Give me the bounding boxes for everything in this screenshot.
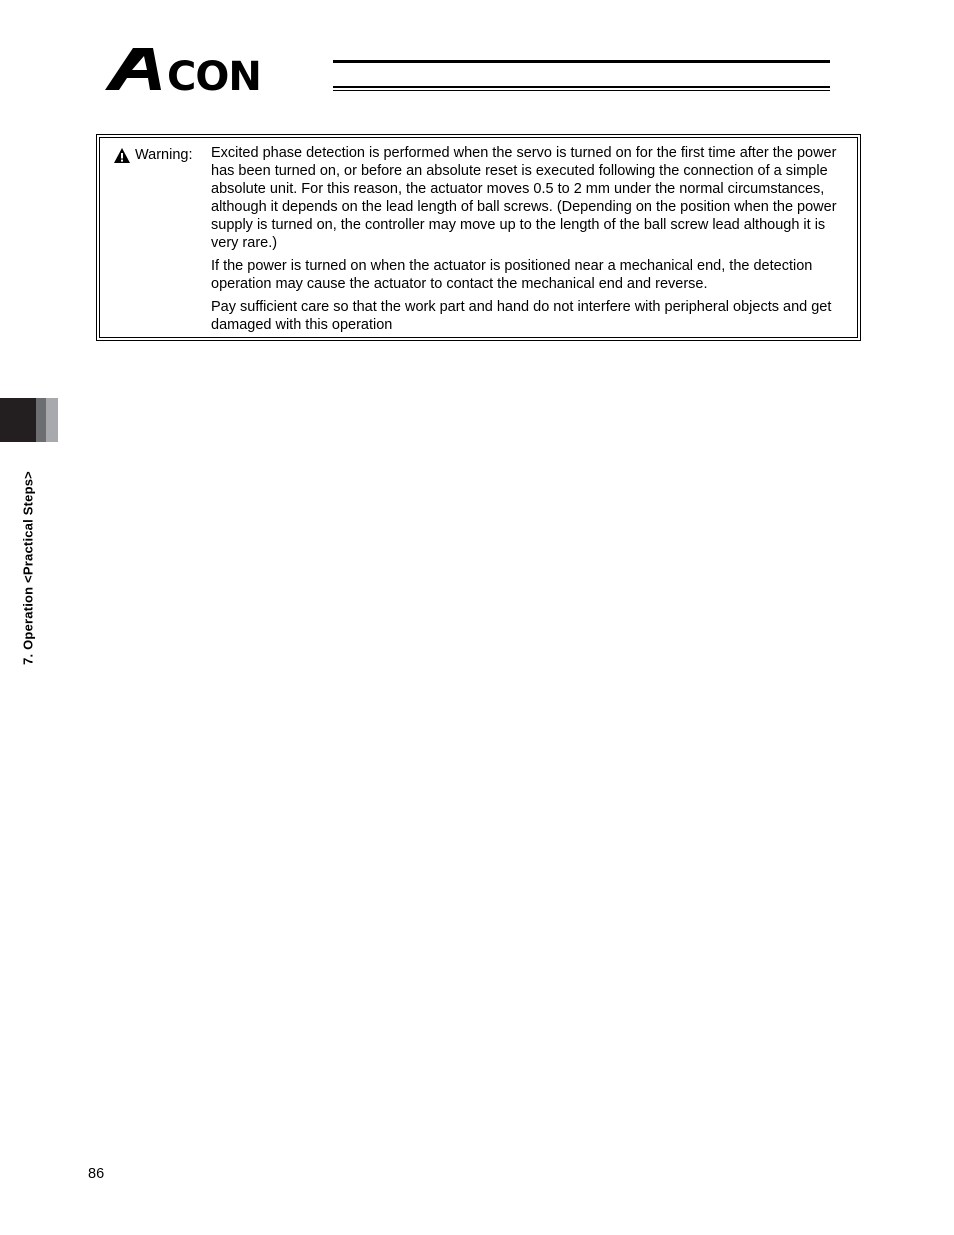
chapter-side-label: 7. Operation <Practical Steps> [20,471,36,665]
chapter-tab-marker [0,398,58,442]
warning-paragraph: If the power is turned on when the actuator is positioned near a mechanical end, the detection operation may cause the actuator to contact the mechanical end and reverse. [211,258,813,292]
warning-box [96,134,861,341]
warning-triangle-icon [113,147,131,164]
warning-label [113,146,192,164]
page-number: 86 [88,1166,105,1182]
header-logo [103,44,833,96]
warning-body [211,144,851,339]
warning-label-text: Warning: [135,147,193,163]
acon-logo [103,44,833,96]
warning-paragraph: Pay sufficient care so that the work part and hand do not interfere with peripheral objects and get damaged with this operation [211,299,832,333]
warning-paragraph: Excited phase detection is performed when the servo is turned on for the first time after the power has been turned on, or before an absolute reset is executed following the connection of a simple absolute unit. For this reason, the actuator moves 0.5 to 2 mm under the normal circumstances, although it depends on the lead length of ball screws. (Depending on the position when the power supply is turned on, the controller may move up to the length of the ball screw lead although it is very rare.) [211,145,837,251]
logo-wordmark: CON [167,54,261,96]
